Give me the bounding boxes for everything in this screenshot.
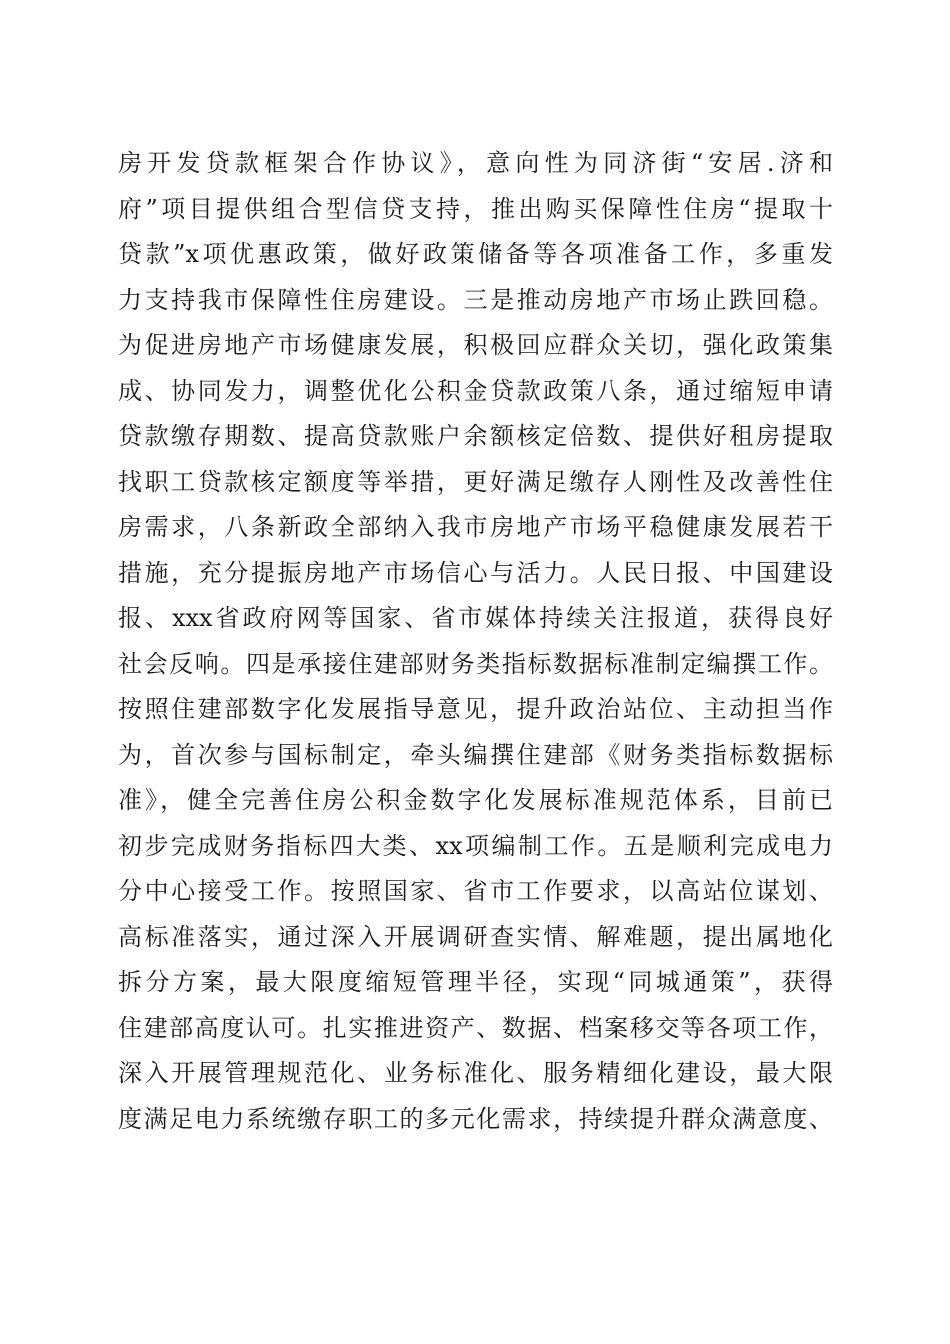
text-line: 深入开展管理规范化、业务标准化、服务精细化建设，最大限 [118, 1059, 833, 1087]
text-line: 为，首次参与国标制定，牵头编撰住建部《财务类指标数据标 [118, 740, 833, 769]
text-line: 措施，充分提振房地产市场信心与活力。人民日报、中国建设 [118, 558, 833, 587]
text-line: 房需求，八条新政全部纳入我市房地产市场平稳健康发展若干 [118, 513, 833, 541]
text-line: 贷款”x项优惠政策，做好政策储备等各项准备工作，多重发 [118, 240, 833, 268]
text-line: 拆分方案，最大限度缩短管理半径，实现“同城通策”，获得 [118, 968, 833, 996]
text-line: 初步完成财务指标四大类、xx项编制工作。五是顺利完成电力 [118, 831, 833, 860]
text-line: 贷款缴存期数、提高贷款账户余额核定倍数、提供好租房提取 [118, 422, 833, 450]
body-paragraph [118, 141, 833, 1142]
text-line: 报、xxx省政府网等国家、省市媒体持续关注报道，获得良好 [118, 604, 833, 632]
text-line: 找职工贷款核定额度等举措，更好满足缴存人刚性及改善性住 [118, 467, 833, 496]
text-line: 分中心接受工作。按照国家、省市工作要求，以高站位谋划、 [118, 877, 833, 905]
text-line: 度满足电力系统缴存职工的多元化需求，持续提升群众满意度、 [118, 1104, 833, 1133]
text-line: 房开发贷款框架合作协议》，意向性为同济街“安居.济和 [118, 149, 833, 177]
text-line: 准》，健全完善住房公积金数字化发展标准规范体系，目前已 [118, 786, 833, 814]
text-line: 成、协同发力，调整优化公积金贷款政策八条，通过缩短申请 [118, 376, 833, 405]
text-line: 府”项目提供组合型信贷支持，推出购买保障性住房“提取十 [118, 194, 833, 223]
text-line: 为促进房地产市场健康发展，积极回应群众关切，强化政策集 [118, 331, 833, 359]
text-line: 住建部高度认可。扎实推进资产、数据、档案移交等各项工作， [118, 1013, 833, 1042]
text-line: 高标准落实，通过深入开展调研查实情、解难题，提出属地化 [118, 922, 833, 951]
text-line: 按照住建部数字化发展指导意见，提升政治站位、主动担当作 [118, 695, 833, 723]
text-line: 力支持我市保障性住房建设。三是推动房地产市场止跌回稳。 [118, 285, 833, 314]
text-line: 社会反响。四是承接住建部财务类指标数据标准制定编撰工作。 [118, 649, 833, 678]
